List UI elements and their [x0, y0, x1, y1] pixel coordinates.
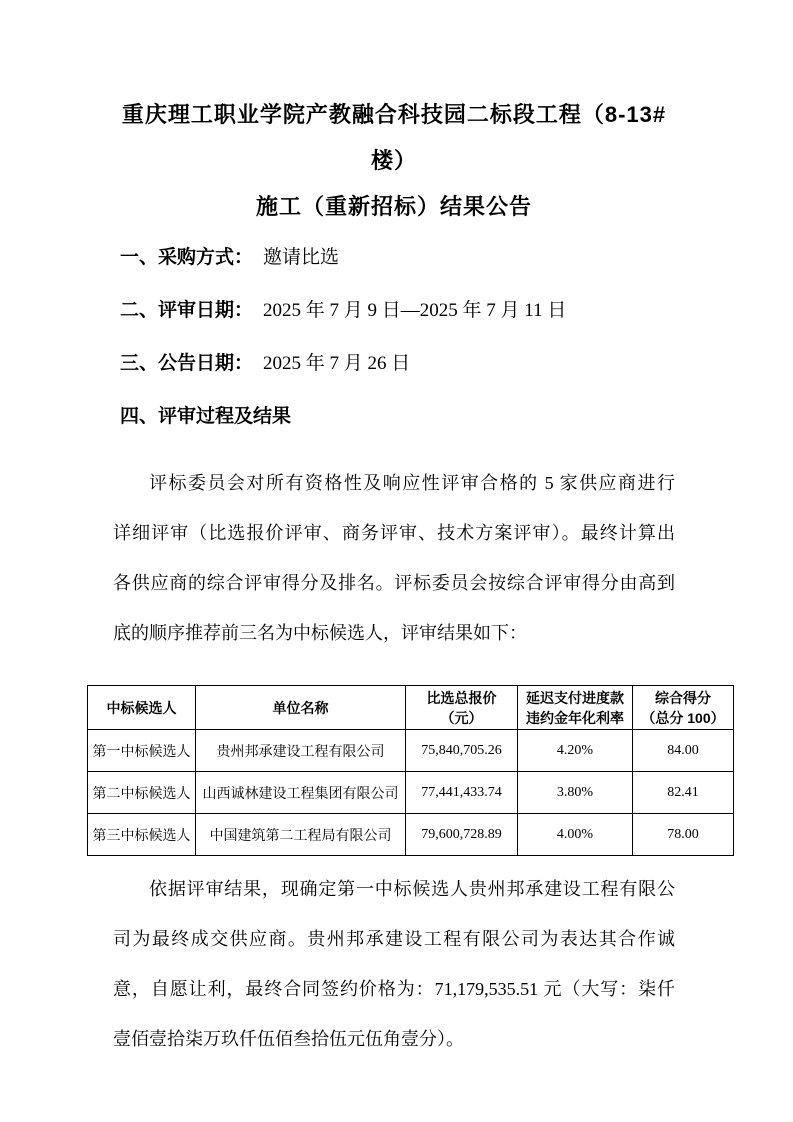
cell-candidate-rank: 第三中标候选人: [88, 814, 196, 856]
col-header-score: [633, 686, 734, 730]
item-label: 评审过程及结果: [158, 406, 292, 427]
result-paragraph-line-1: 依据评审结果，现确定第一中标候选人贵州邦承建设工程有限公: [149, 879, 675, 899]
item-review-date: [120, 299, 733, 323]
header-text: 延迟支付进度款: [526, 689, 624, 706]
process-paragraph-line-3: 各供应商的综合评审得分及排名。评标委员会按综合评审得分由高到: [113, 573, 675, 593]
document-title: [113, 92, 675, 230]
process-paragraph-line-1: 评标委员会对所有资格性及响应性评审合格的 5 家供应商进行: [149, 473, 675, 493]
cell-penalty-rate: 4.20%: [518, 730, 633, 772]
cell-penalty-rate: 3.80%: [518, 772, 633, 814]
header-text: 比选总报价: [426, 689, 497, 706]
table-row-third-candidate: [88, 814, 734, 856]
section-heading-review-process: [120, 405, 733, 429]
cell-bid-price: 75,840,705.26: [406, 730, 518, 772]
item-procurement-method: [120, 246, 733, 270]
title-line-1: 重庆理工职业学院产教融合科技园二标段工程（8-13#楼）: [121, 102, 667, 173]
col-header-price: [406, 686, 518, 730]
item-number: 二、: [120, 300, 159, 321]
cell-candidate-rank: 第一中标候选人: [88, 730, 196, 772]
cell-company-name: 山西诚林建设工程集团有限公司: [196, 772, 406, 814]
header-text: 综合得分: [655, 689, 711, 706]
table-header-row: [88, 686, 734, 730]
cell-penalty-rate: 4.00%: [518, 814, 633, 856]
bid-result-table: [87, 685, 734, 856]
header-text: 中标候选人: [106, 699, 177, 716]
item-value: 2025 年 7 月 9 日—2025 年 7 月 11 日: [263, 300, 567, 321]
process-paragraph-line-2: 详细评审（比选报价评审、商务评审、技术方案评审）。最终计算出: [113, 523, 675, 543]
process-paragraph-line-4: 底的顺序推荐前三名为中标候选人，评审结果如下：: [113, 623, 527, 643]
col-header-candidate: [88, 686, 196, 730]
header-text: （元）: [440, 709, 483, 726]
result-paragraph-line-2: 司为最终成交供应商。贵州邦承建设工程有限公司为表达其合作诚: [113, 929, 675, 949]
table-row-first-candidate: [88, 730, 734, 772]
item-number: 一、: [120, 247, 159, 268]
cell-bid-price: 77,441,433.74: [406, 772, 518, 814]
result-paragraph-line-4: 壹佰壹拾柒万玖仟伍佰叁拾伍元伍角壹分）。: [113, 1029, 464, 1049]
item-announcement-date: [120, 352, 733, 376]
numbered-items: [88, 246, 733, 429]
table-header: [88, 686, 734, 730]
result-paragraph-line-3: 意，自愿让利，最终合同签约价格为：71,179,535.51 元（大写：柒仟: [113, 979, 675, 999]
item-label: 采购方式：: [158, 247, 254, 268]
item-value: 2025 年 7 月 26 日: [263, 353, 411, 374]
item-number: 三、: [120, 353, 159, 374]
cell-company-name: 贵州邦承建设工程有限公司: [196, 730, 406, 772]
item-label: 公告日期：: [158, 353, 254, 374]
process-paragraph: [113, 458, 675, 658]
table-body: [88, 730, 734, 856]
cell-bid-price: 79,600,728.89: [406, 814, 518, 856]
cell-total-score: 78.00: [633, 814, 734, 856]
cell-total-score: 84.00: [633, 730, 734, 772]
item-number: 四、: [120, 406, 159, 427]
col-header-rate: [518, 686, 633, 730]
cell-total-score: 82.41: [633, 772, 734, 814]
header-text: 单位名称: [272, 699, 329, 716]
table-row-second-candidate: [88, 772, 734, 814]
result-paragraph: [113, 864, 675, 1064]
col-header-company: [196, 686, 406, 730]
cell-company-name: 中国建筑第二工程局有限公司: [196, 814, 406, 856]
item-label: 评审日期：: [158, 300, 254, 321]
item-value: 邀请比选: [263, 247, 340, 268]
title-line-2: 施工（重新招标）结果公告: [255, 194, 532, 219]
cell-candidate-rank: 第二中标候选人: [88, 772, 196, 814]
header-text: （总分 100）: [641, 709, 725, 726]
header-text: 违约金年化利率: [526, 709, 624, 726]
